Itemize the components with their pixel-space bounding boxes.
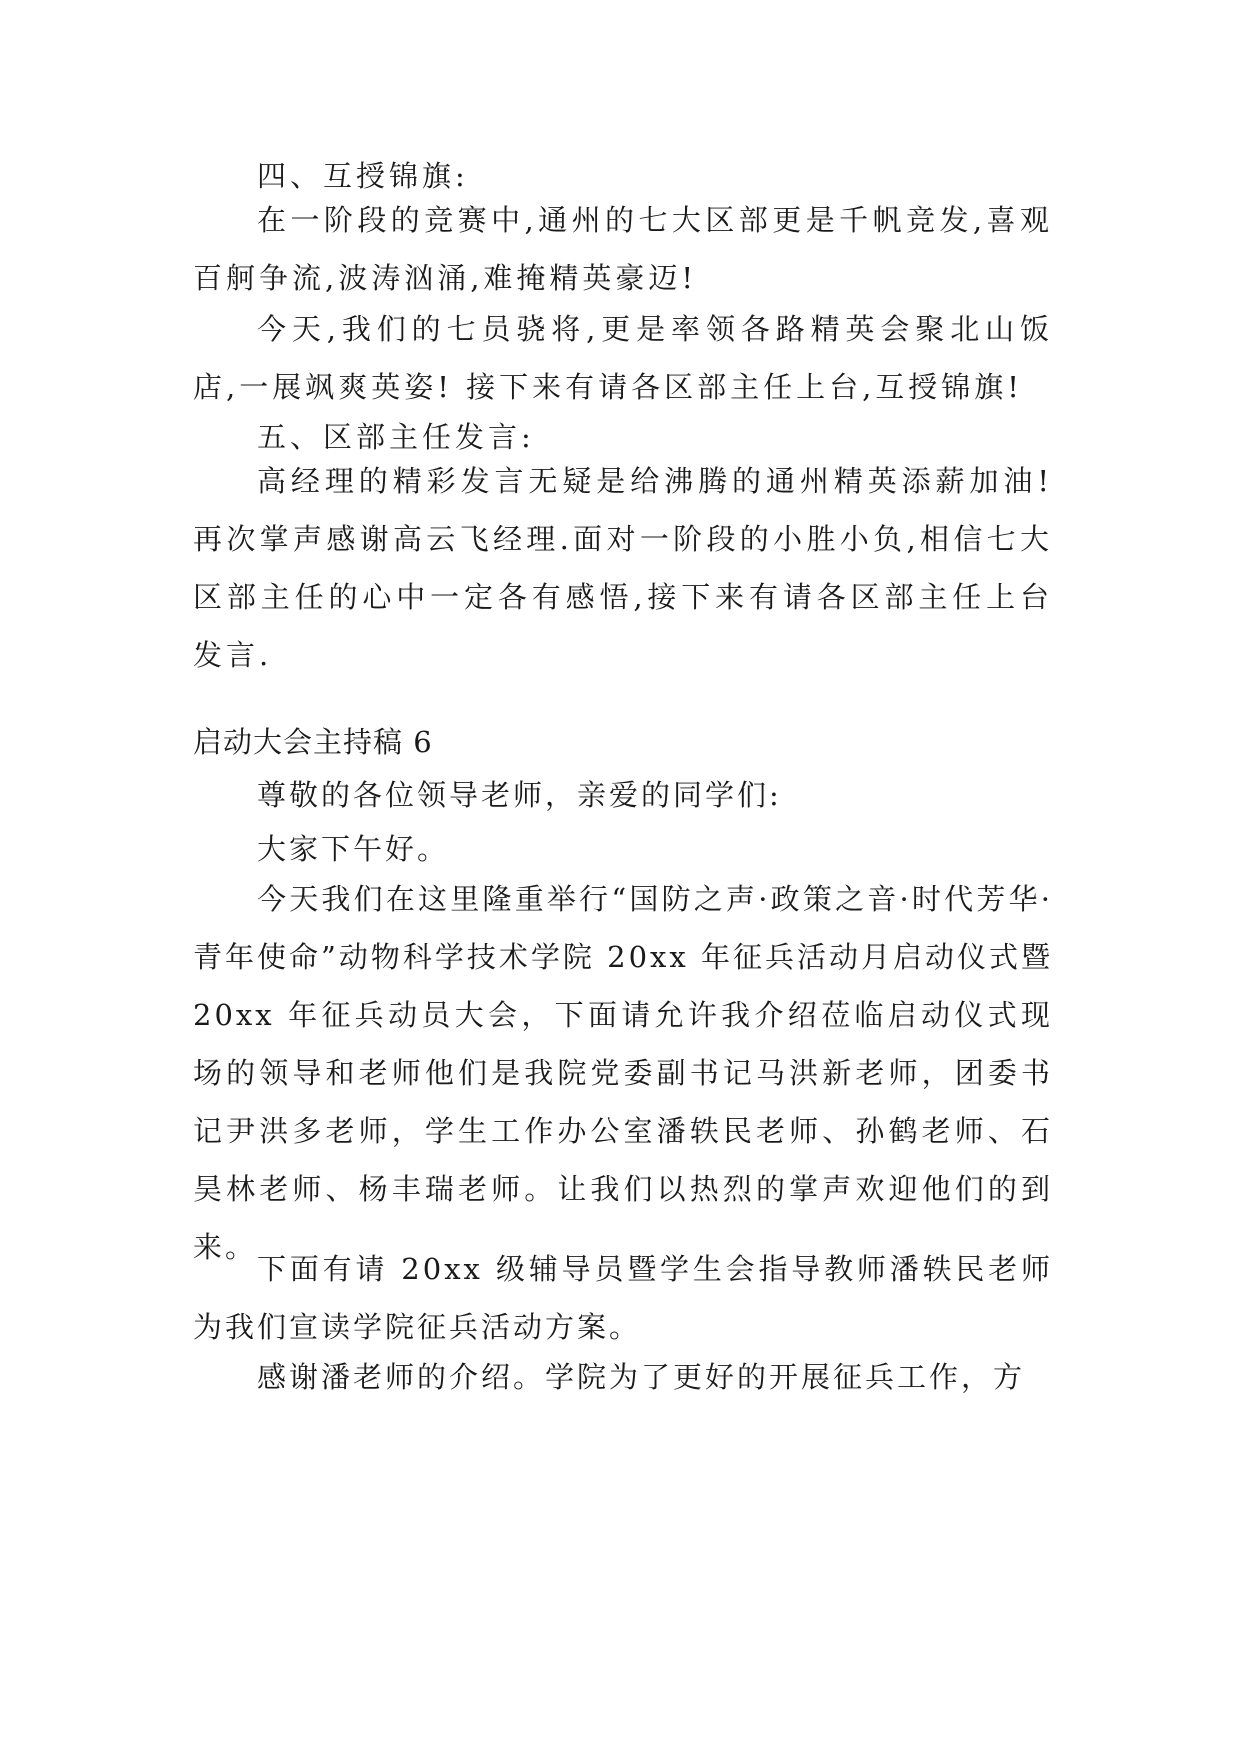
paragraph-thanks: 感谢潘老师的介绍。学院为了更好的开展征兵工作，方 xyxy=(257,1360,1026,1394)
paragraph-invite: 下面有请 20xx 级辅导员暨学生会指导教师潘轶民老师为我们宣读学院征兵活动方案。 xyxy=(193,1252,1053,1344)
hello-line: 大家下午好。 xyxy=(257,832,450,866)
paragraph-competition: 在一阶段的竞赛中,通州的七大区部更是千帆竞发,喜观百舸争流,波涛汹涌,难掩精英豪迈! xyxy=(193,203,1053,295)
paragraph-manager: 高经理的精彩发言无疑是给沸腾的通州精英添薪加油! 再次掌声感谢高云飞经理.面对一阶段的小胜小负,相信七大区部主任的心中一定各有感悟,接下来有请各区部主任上台发言. xyxy=(193,464,1053,672)
paragraph-ceremony: 今天我们在这里隆重举行“国防之声·政策之音·时代芳华·青年使命”动物科学技术学院 20xx 年征兵活动月启动仪式暨 20xx 年征兵动员大会，下面请允许我介绍莅临启动仪式现场的领导和老师他们是我院党委副书记马洪新老师，团委书记尹洪多老师，学生工作办公室潘轶民老师、孙鹤老师、石昊林老师、杨丰瑞老师。让我们以热烈的掌声欢迎他们的到来。 xyxy=(193,882,1053,1264)
heading-five: 五、区部主任发言: xyxy=(257,420,535,454)
greeting-line: 尊敬的各位领导老师，亲爱的同学们: xyxy=(257,778,782,812)
paragraph-today: 今天,我们的七员骁将,更是率领各路精英会聚北山饭店,一展飒爽英姿! 接下来有请各区部主任上台,互授锦旗! xyxy=(193,312,1053,404)
section-title: 启动大会主持稿 6 xyxy=(193,725,433,759)
heading-four: 四、互授锦旗: xyxy=(257,159,469,193)
